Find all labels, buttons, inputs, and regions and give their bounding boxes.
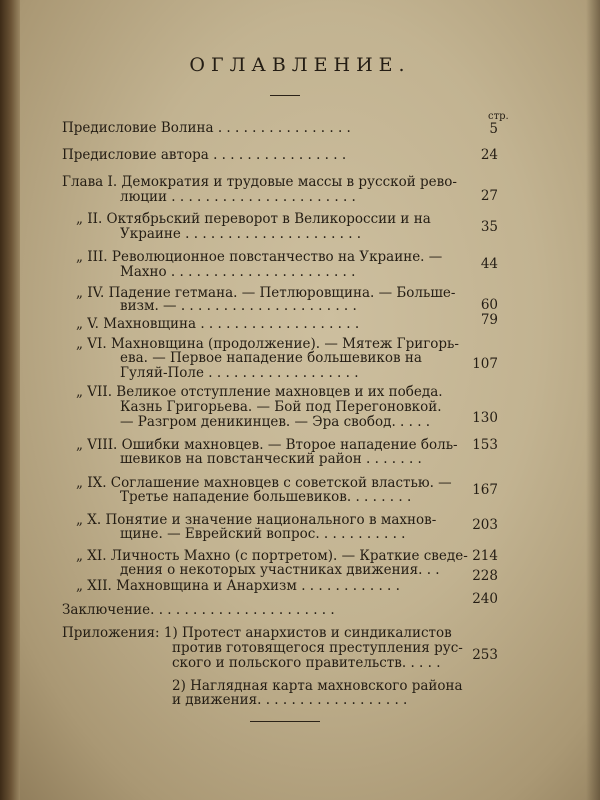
toc-page-number: 5 bbox=[489, 121, 498, 137]
toc-entry-text: „ VIII. Ошибки махновцев. — Второе нападение боль- bbox=[76, 437, 458, 453]
page-title: ОГЛАВЛЕНИЕ. bbox=[189, 54, 411, 76]
toc-entry-text: щине. — Еврейский вопрос. . . . . . . . . . . bbox=[120, 526, 406, 542]
toc-entry-text: ского и польского правительств. . . . . bbox=[172, 655, 441, 671]
book-spine-shadow bbox=[0, 0, 20, 800]
toc-entry-text: ева. — Первое нападение большевиков на bbox=[120, 350, 422, 366]
toc-entry-text: „ II. Октябрьский переворот в Великороссии и на bbox=[76, 211, 431, 227]
toc-entry-text: Третье нападение большевиков. . . . . . . . bbox=[120, 489, 412, 505]
toc-entry-text: дения о некоторых участниках движения. . . bbox=[120, 562, 440, 578]
toc-entry-text: и движения. . . . . . . . . . . . . . . . . . bbox=[172, 692, 408, 708]
toc-entry-text: 2) Наглядная карта махновского района bbox=[172, 678, 463, 694]
toc-entry-text: „ X. Понятие и значение национального в махнов- bbox=[76, 512, 437, 528]
toc-entry-text: Гуляй-Поле . . . . . . . . . . . . . . . . . . bbox=[120, 365, 359, 381]
toc-page-number: 44 bbox=[480, 256, 498, 272]
toc-entry-text: „ VI. Махновщина (продолжение). — Мятеж Григорь- bbox=[76, 336, 459, 352]
toc-page-number: 240 bbox=[472, 591, 498, 607]
toc-entry-text: против готовящегося преступления рус- bbox=[172, 640, 463, 656]
toc-entry-text: „ III. Революционное повстанчество на Украине. — bbox=[76, 249, 443, 265]
toc-page-number: 130 bbox=[472, 410, 498, 426]
toc-page-number: 27 bbox=[480, 188, 498, 204]
toc-page-number: 35 bbox=[480, 219, 498, 235]
toc-page-number: 203 bbox=[472, 517, 498, 533]
toc-entry-text: Предисловие Волина . . . . . . . . . . . . . . . . bbox=[62, 120, 351, 136]
toc-page-number: 60 bbox=[480, 297, 498, 313]
toc-entry-text: Заключение. . . . . . . . . . . . . . . . . . . . . . bbox=[62, 602, 335, 618]
bottom-divider bbox=[250, 721, 320, 722]
toc-entry-text: Казнь Григорьева. — Бой под Перегоновкой. bbox=[120, 399, 442, 415]
toc-entry-text: „ VII. Великое отступление махновцев и их победа. bbox=[76, 384, 443, 400]
toc-entry-text: люции . . . . . . . . . . . . . . . . . . . . . . bbox=[120, 189, 356, 205]
toc-entry-text: „ XII. Махновщина и Анархизм . . . . . . . . . . . . bbox=[76, 578, 400, 594]
toc-page-number: 107 bbox=[472, 356, 498, 372]
toc-entry-text: „ IV. Падение гетмана. — Петлюровщина. — Больше- bbox=[76, 285, 456, 301]
toc-entry-text: — Разгром деникинцев. — Эра свобод. . . . . bbox=[120, 414, 431, 430]
toc-entry-text: визм. — . . . . . . . . . . . . . . . . . . . . . bbox=[120, 298, 357, 314]
toc-entry-text: Украине . . . . . . . . . . . . . . . . . . . . . bbox=[120, 226, 362, 242]
toc-entry-text: Махно . . . . . . . . . . . . . . . . . . . . . . bbox=[120, 264, 356, 280]
toc-entry-text: „ XI. Личность Махно (с портретом). — Краткие сведе- bbox=[76, 548, 468, 564]
toc-page-number: 24 bbox=[480, 147, 498, 163]
toc-page-number: 167 bbox=[472, 482, 498, 498]
page-edge-shadow bbox=[586, 0, 600, 800]
toc-page-number: 253 bbox=[472, 647, 498, 663]
toc-page-number: 79 bbox=[480, 312, 498, 328]
title-divider bbox=[270, 95, 300, 96]
toc-page-number: 214 bbox=[472, 548, 498, 564]
toc-page-number: 228 bbox=[472, 568, 498, 584]
toc-entry-text: „ IX. Соглашение махновцев с советской властью. — bbox=[76, 475, 452, 491]
page-column-label: стр. bbox=[488, 111, 509, 122]
toc-page-number: 153 bbox=[472, 437, 498, 453]
toc-entry-text: шевиков на повстанческий район . . . . . . . bbox=[120, 451, 422, 467]
toc-entry-text: Приложения: 1) Протест анархистов и синдикалистов bbox=[62, 625, 452, 641]
toc-entry-text: „ V. Махновщина . . . . . . . . . . . . . . . . . . . bbox=[76, 316, 360, 332]
toc-entry-text: Глава I. Демократия и трудовые массы в русской рево- bbox=[62, 174, 457, 190]
toc-entry-text: Предисловие автора . . . . . . . . . . . . . . . . bbox=[62, 147, 347, 163]
